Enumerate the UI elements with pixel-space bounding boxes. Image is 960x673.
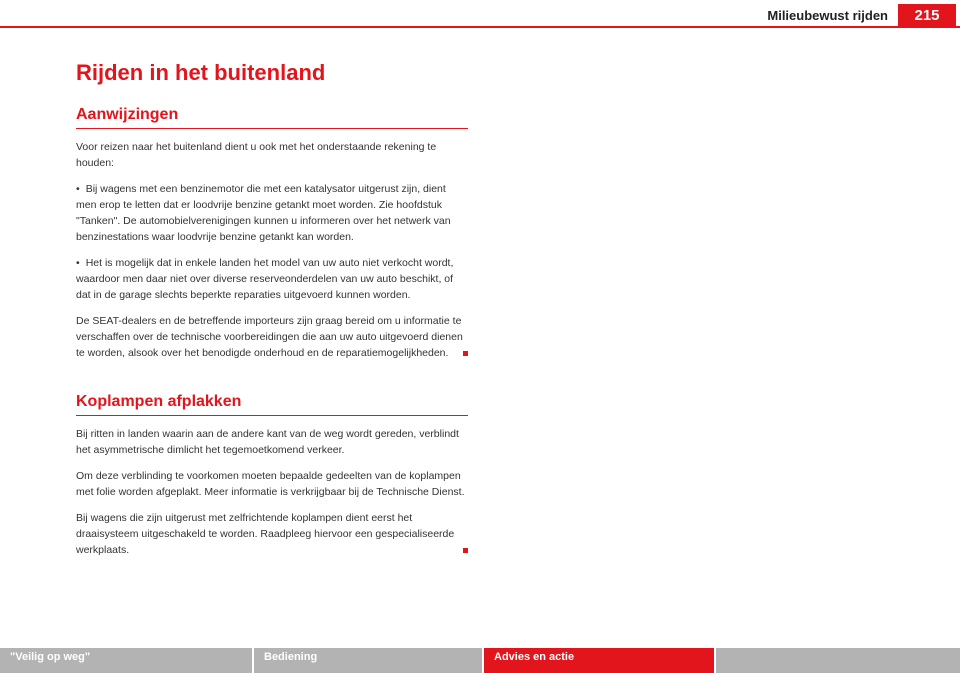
footer-tab-bediening[interactable]: Bediening	[254, 648, 484, 673]
section-koplampen-afplakken	[76, 393, 468, 558]
bullet-item	[76, 181, 468, 245]
bullet-item	[76, 255, 468, 303]
section-title: Koplampen afplakken	[76, 393, 468, 416]
footer-tab-technische-gegevens[interactable]	[716, 648, 960, 673]
paragraph-closing	[76, 313, 468, 361]
bullet-text: Bij wagens met een benzinemotor die met een katalysator uitgerust zijn, dient men erop te letten dat er loodvrije benzine getankt moet worden. Zie hoofdstuk "Tanken". De automobielverenigingen kunnen u informeren over het netwerk van benzinestations waar loodvrije benzine getankt kan worden.	[76, 183, 451, 243]
header-rule	[0, 26, 960, 28]
footer-nav	[0, 648, 960, 673]
bullet-icon: •	[76, 257, 80, 269]
paragraph-text: De SEAT-dealers en de betreffende importeurs zijn graag bereid om u informatie te verschaffen over de technische voorbereidingen die aan uw auto uitgevoerd dienen te worden, alsook over het benodigde onderhoud en de reparatiemogelijkheden.	[76, 315, 463, 359]
paragraph-intro: Voor reizen naar het buitenland dient u ook met het onderstaande rekening te houden:	[76, 141, 437, 169]
paragraph: Bij ritten in landen waarin aan de andere kant van de weg wordt gereden, verblindt het asymmetrische dimlicht het tegemoetkomend verkeer.	[76, 428, 459, 456]
page-number: 215	[898, 4, 956, 28]
bullet-icon: •	[76, 183, 80, 195]
chapter-title: Rijden in het buitenland	[76, 60, 326, 85]
footer-tab-advies-en-actie[interactable]: Advies en actie	[484, 648, 716, 673]
running-title: Milieubewust rijden	[767, 8, 888, 23]
page-content	[76, 60, 468, 590]
paragraph: Om deze verblinding te voorkomen moeten bepaalde gedeelten van de koplampen met folie worden afgeplakt. Meer informatie is verkrijgbaar bij de Technische Dienst.	[76, 470, 465, 498]
footer-tab-veilig-op-weg[interactable]: "Veilig op weg"	[0, 648, 254, 673]
section-end-marker-icon	[463, 351, 468, 356]
bullet-text: Het is mogelijk dat in enkele landen het model van uw auto niet verkocht wordt, waardoor men daar niet over diverse reserveonderdelen van uw auto beschikt, of dat in de garage slechts beperkte reparaties uitgevoerd kunnen worden.	[76, 257, 454, 301]
section-title: Aanwijzingen	[76, 106, 468, 129]
paragraph	[76, 510, 468, 558]
paragraph-text: Bij wagens die zijn uitgerust met zelfrichtende koplampen dient eerst het draaisysteem uitgeschakeld te worden. Raadpleeg hiervoor een gespecialiseerde werkplaats.	[76, 512, 455, 556]
section-end-marker-icon	[463, 548, 468, 553]
section-aanwijzingen	[76, 106, 468, 361]
